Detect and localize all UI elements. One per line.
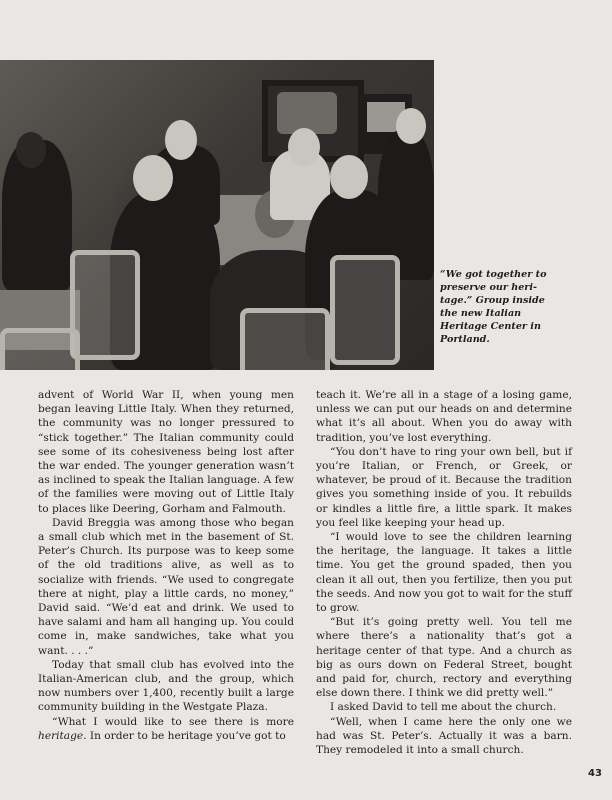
person-head	[330, 155, 368, 199]
photo	[0, 60, 434, 370]
person-head	[133, 155, 173, 201]
body-paragraph: teach it. We’re all in a stage of a losing game, unless we can put our heads on and determine what it’s all about. When you do away with tradition, you’ve lost everything.	[316, 389, 572, 444]
person-head	[288, 128, 320, 166]
caption-line: Portland.	[440, 334, 490, 345]
body-paragraph: I asked David to tell me about the church.	[330, 701, 557, 714]
body-paragraph: Today that small club has evolved into the Italian-American club, and the group, which now numbers over 1,400, recently built a large community building in the Westgate Plaza.	[38, 658, 294, 714]
right-column	[316, 388, 572, 757]
body-paragraph: advent of World War II, when young men began leaving Little Italy. When they returned, the community was no longer pressured to “stick together.” The Italian community could see some of its cohesiveness being lost after the war ended. The younger generation wasn’t as inclined to speak the Italian language. A few of the families were moving out of Little Italy to places like Deering, Gorham and Falmouth.	[38, 389, 294, 515]
page-number: 43	[588, 768, 602, 779]
caption-line: tage.” Group inside	[440, 295, 545, 306]
person-head	[16, 132, 46, 168]
body-paragraph: “I would love to see the children learning the heritage, the language. It takes a little time. You get the ground spaded, then you clean it all out, then you fertilize, then you put the seeds. And now you got to wait for the stuff to grow.	[316, 531, 572, 615]
body-paragraph: “Well, when I came here the only one we had was St. Peter’s. Actually it was a barn. They remodeled it into a small church.	[316, 715, 572, 757]
caption-line: preserve our heri-	[440, 282, 537, 293]
person-head	[396, 108, 426, 144]
chair-shape	[240, 308, 330, 370]
chair-shape	[70, 250, 140, 360]
body-paragraph: “You don’t have to ring your own bell, but if you’re Italian, or French, or Greek, or whatever, be proud of it. Because the tradition gives you something inside of you. It rebuilds or kindles a little fire, a little spark. It makes you feel like keeping your head up.	[316, 445, 572, 529]
caption-line: “We got together to	[440, 269, 547, 280]
body-paragraph: “What I would like to see there is more heritage. In order to be heritage you’ve got to	[38, 715, 294, 742]
chair-shape	[0, 328, 80, 370]
body-paragraph: “But it’s going pretty well. You tell me where there’s a nationality that’s got a heritage center of that type. And a church as big as ours down on Federal Street, bought and paid for, church, rectory and everything else down there. I think we did pretty well.”	[316, 616, 572, 700]
person-head	[165, 120, 197, 160]
caption-line: Heritage Center in	[440, 321, 541, 332]
body-paragraph: David Breggia was among those who began a small club which met in the basement of St. Peter’s Church. Its purpose was to keep some of the old traditions alive, as well as to socialize with friends. “We used to congregate there at night, play a little cards, no money,” David said. “We’d eat and drink. We used to have salami and ham all hanging up. You could come in, make sandwiches, take what you want. . . .”	[38, 516, 294, 657]
chair-shape	[330, 255, 400, 365]
photo-caption	[440, 268, 550, 346]
left-column	[38, 388, 294, 743]
caption-line: the new Italian	[440, 308, 522, 319]
